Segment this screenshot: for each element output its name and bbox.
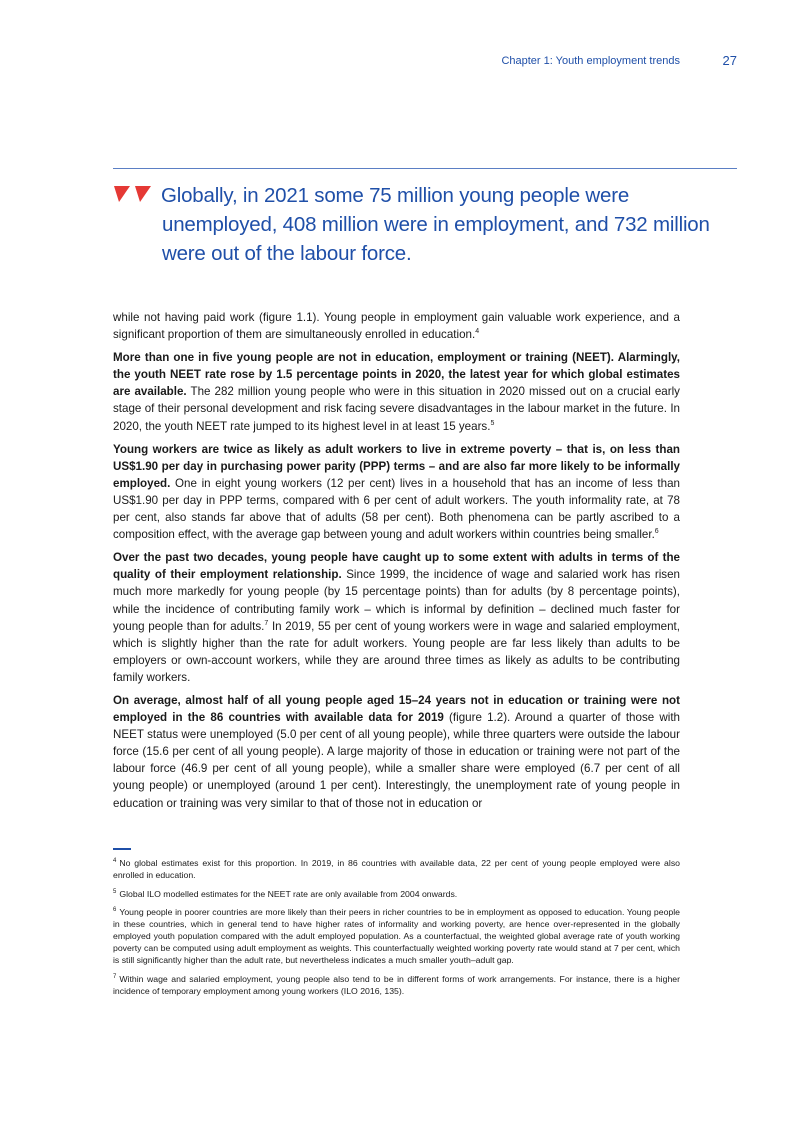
page-number: 27 xyxy=(722,53,737,68)
pullquote-top-rule xyxy=(113,168,737,169)
footnote: $^4$ No global estimates exist for this proportion. In 2019, in 86 countries with available data, 22 per cent of young people employed were also enrolled in education. xyxy=(113,858,680,880)
pullquote xyxy=(113,181,743,268)
running-header xyxy=(400,54,738,70)
paragraph: Over the past two decades, young people have caught up to some extent with adults in terms of the quality of their employment relationship. Since 1999, the incidence of wage and salaried work has risen much more markedly for young people (by 15 percentage points) than for adults (by 8 percentage points), while the incidence of contributing family work – which is informal by definition – declined much faster for young people than for adults.$^7$ In 2019, 55 per cent of young workers were in wage and salaried employment, which is slightly higher than the rate for adult workers. Young people are far less likely than adults to be employers or own-account workers, while they are around three times as likely as adults to be contributing family workers. xyxy=(113,551,681,684)
double-triangle-quote-icon xyxy=(114,186,152,202)
footnote-ref: 6 xyxy=(654,528,659,536)
footnote-ref: 4 xyxy=(475,328,480,336)
footnote-ref: 5 xyxy=(490,419,495,427)
chapter-title: Chapter 1: Youth employment trends xyxy=(501,55,680,67)
paragraph: Young workers are twice as likely as adult workers to live in extreme poverty – that is, on less than US$1.90 per day in purchasing power parity (PPP) terms – and are also far more likely to be informally employed. One in eight young workers (12 per cent) lives in a household that has an income of less than US$1.90 per day in PPP terms, compared with 6 per cent of adult workers. The youth informality rate, at 78 per cent, also stands far above that of adults (58 per cent). Both phenomena can be partly ascribed to a composition effect, with the average gap between young and adult workers within countries being smaller.$^6$ xyxy=(113,442,680,542)
footnotes xyxy=(113,857,680,1003)
pullquote-text: Globally, in 2021 some 75 million young people were unemployed, 408 million were in employment, and 732 million were out of the labour force. xyxy=(161,184,710,265)
footnote: $^5$ Global ILO modelled estimates for the NEET rate are only available from 2004 onwards. xyxy=(113,888,458,899)
paragraph: while not having paid work (figure 1.1). Young people in employment gain valuable work experience, and a significant proportion of them are simultaneously enrolled in education.$^4$ xyxy=(113,311,680,342)
paragraph: More than one in five young people are not in education, employment or training (NEET). Alarmingly, the youth NEET rate rose by 1.5 percentage points in 2020, the latest year for which global estimates are available. The 282 million young people who were in this situation in 2020 missed out on a crucial early stage of their personal development and risk facing severe disadvantages in the labour market in the future. In 2020, the youth NEET rate jumped to its highest level in at least 15 years.$^5$ xyxy=(113,351,680,433)
body-text xyxy=(113,309,680,818)
footnote: $^7$ Within wage and salaried employment, young people also tend to be in different forms of work arrangements. For instance, there is a higher incidence of temporary employment among young workers (ILO 2016, 135). xyxy=(113,973,680,996)
paragraph: On average, almost half of all young people aged 15–24 years not in education or training were not employed in the 86 countries with available data for 2019 (figure 1.2). Around a quarter of those with NEET status were unemployed (5.0 per cent of all young people), while three quarters were outside the labour force (15.6 per cent of all young people). A large majority of those in education or training were not part of the labour force (46.9 per cent of all young people), while a smaller share were employed (6.7 per cent of all young people) or unemployed (around 1 per cent). Interestingly, the unemployment rate of young people in education or training was very similar to that of those not in education or xyxy=(113,693,680,810)
footnote: $^6$ Young people in poorer countries are more likely than their peers in richer countries to be in employment as opposed to education. Young people in these countries, which in general tend to have higher rates of informality and working poverty, are hence over-represented in the globally employed youth population compared with the adult employed population. As a counterfactual, the weighted global average rate of youth working poverty can be computed using adult employment as weights. This counterfactually weighted working poverty rate would stand at 7 per cent, which is still significantly higher than the adult rate, but nevertheless indicates a much smaller youth–adult gap. xyxy=(113,907,680,965)
footnote-ref: 7 xyxy=(264,619,269,627)
footnote-divider xyxy=(113,848,131,850)
